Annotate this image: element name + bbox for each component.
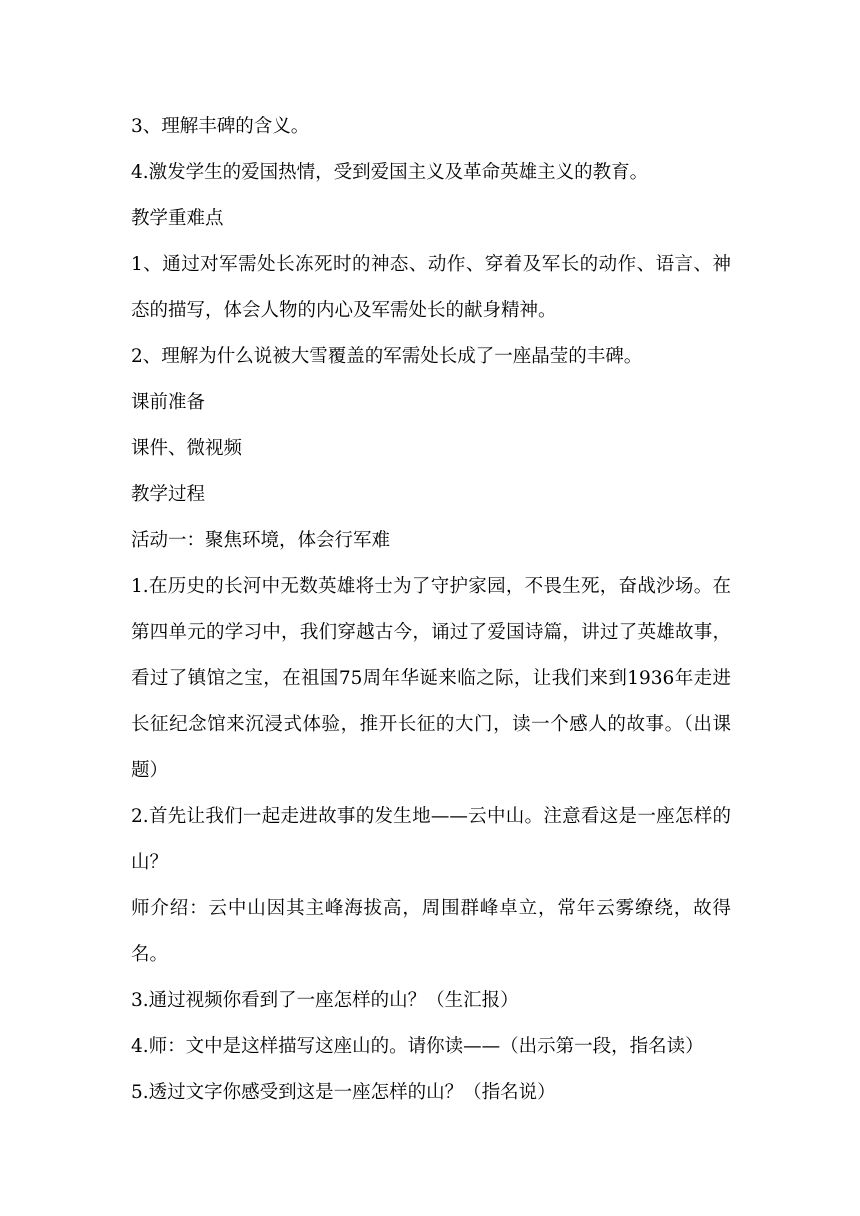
section-heading-key-points: 教学重难点 xyxy=(131,208,224,229)
section-heading-preparation: 课前准备 xyxy=(131,392,206,413)
process-step-4: 4.师：文中是这样描写这座山的。请你读——（出示第一段，指名读） xyxy=(131,1036,704,1057)
process-step-3: 3.通过视频你看到了一座怎样的山？（生汇报） xyxy=(131,990,519,1011)
document-page xyxy=(131,104,731,1116)
activity-1-heading: 活动一：聚焦环境，体会行军难 xyxy=(131,530,391,551)
teacher-introduction: 师介绍：云中山因其主峰海拔高，周围群峰卓立，常年云雾缭绕，故得名。 xyxy=(131,898,731,965)
process-step-2: 2.首先让我们一起走进故事的发生地——云中山。注意看这是一座怎样的山？ xyxy=(131,806,731,873)
key-point-2: 2、理解为什么说被大雪覆盖的军需处长成了一座晶莹的丰碑。 xyxy=(131,346,643,367)
objective-3: 3、理解丰碑的含义。 xyxy=(131,116,310,137)
process-step-5: 5.透过文字你感受到这是一座怎样的山？（指名说） xyxy=(131,1082,556,1103)
preparation-items: 课件、微视频 xyxy=(131,438,243,459)
process-step-1: 1.在历史的长河中无数英雄将士为了守护家园，不畏生死，奋战沙场。在第四单元的学习中，我们穿越古今，诵过了爱国诗篇，讲过了英雄故事，看过了镇馆之宝，在祖国75周年华诞来临之际，让我们来到1936年走进长征纪念馆来沉浸式体验，推开长征的大门，读一个感人的故事。（出课题） xyxy=(131,576,731,781)
section-heading-process: 教学过程 xyxy=(131,484,206,505)
key-point-1: 1、通过对军需处长冻死时的神态、动作、穿着及军长的动作、语言、神态的描写，体会人物的内心及军需处长的献身精神。 xyxy=(131,254,731,321)
objective-4: 4.激发学生的爱国热情，受到爱国主义及革命英雄主义的教育。 xyxy=(131,162,649,183)
